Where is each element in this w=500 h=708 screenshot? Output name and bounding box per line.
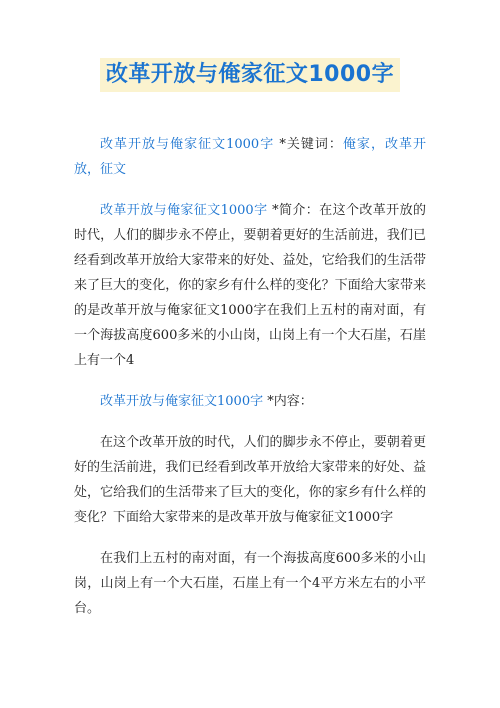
keywords-label: *关键词：: [279, 137, 343, 152]
summary-label: *简介：: [272, 203, 320, 218]
content-label: *内容：: [267, 394, 313, 409]
content-header-paragraph: [74, 389, 426, 414]
page-title: 改革开放与俺家征文1000字: [100, 58, 400, 92]
keywords-doc-name: 改革开放与俺家征文1000字: [100, 137, 275, 152]
body-paragraph-2: 在我们上五村的南对面，有一个海拔高度600多米的小山岗，山岗上有一个大石崖，石崖上有一个4平方米左右的小平台。: [74, 551, 426, 616]
keywords-value: 俺家，改革开放，征文: [74, 137, 426, 177]
body-paragraph-1: 在这个改革开放的时代，人们的脚步永不停止，要朝着更好的生活前进，我们已经看到改革开放给大家带来的好处、益处，它给我们的生活带来了巨大的变化，你的家乡有什么样的变化？下面给大家带来的是改革开放与俺家征文1000字: [74, 435, 426, 525]
summary-text: 在这个改革开放的时代，人们的脚步永不停止，要朝着更好的生活前进，我们已经看到改革开放给大家带来的好处、益处，它给我们的生活带来了巨大的变化，你的家乡有什么样的变化？下面给大家带来的是改革开放与俺家征文1000字在我们上五村的南对面，有一个海拔高度600多米的小山岗，山岗上有一个大石崖，石崖上有一个4: [74, 203, 426, 368]
keywords-paragraph: [74, 132, 426, 182]
document-body: [74, 132, 426, 637]
summary-paragraph: [74, 198, 426, 373]
title-block: [0, 58, 500, 92]
summary-doc-name: 改革开放与俺家征文1000字: [100, 203, 268, 218]
content-doc-name: 改革开放与俺家征文1000字: [100, 394, 264, 409]
